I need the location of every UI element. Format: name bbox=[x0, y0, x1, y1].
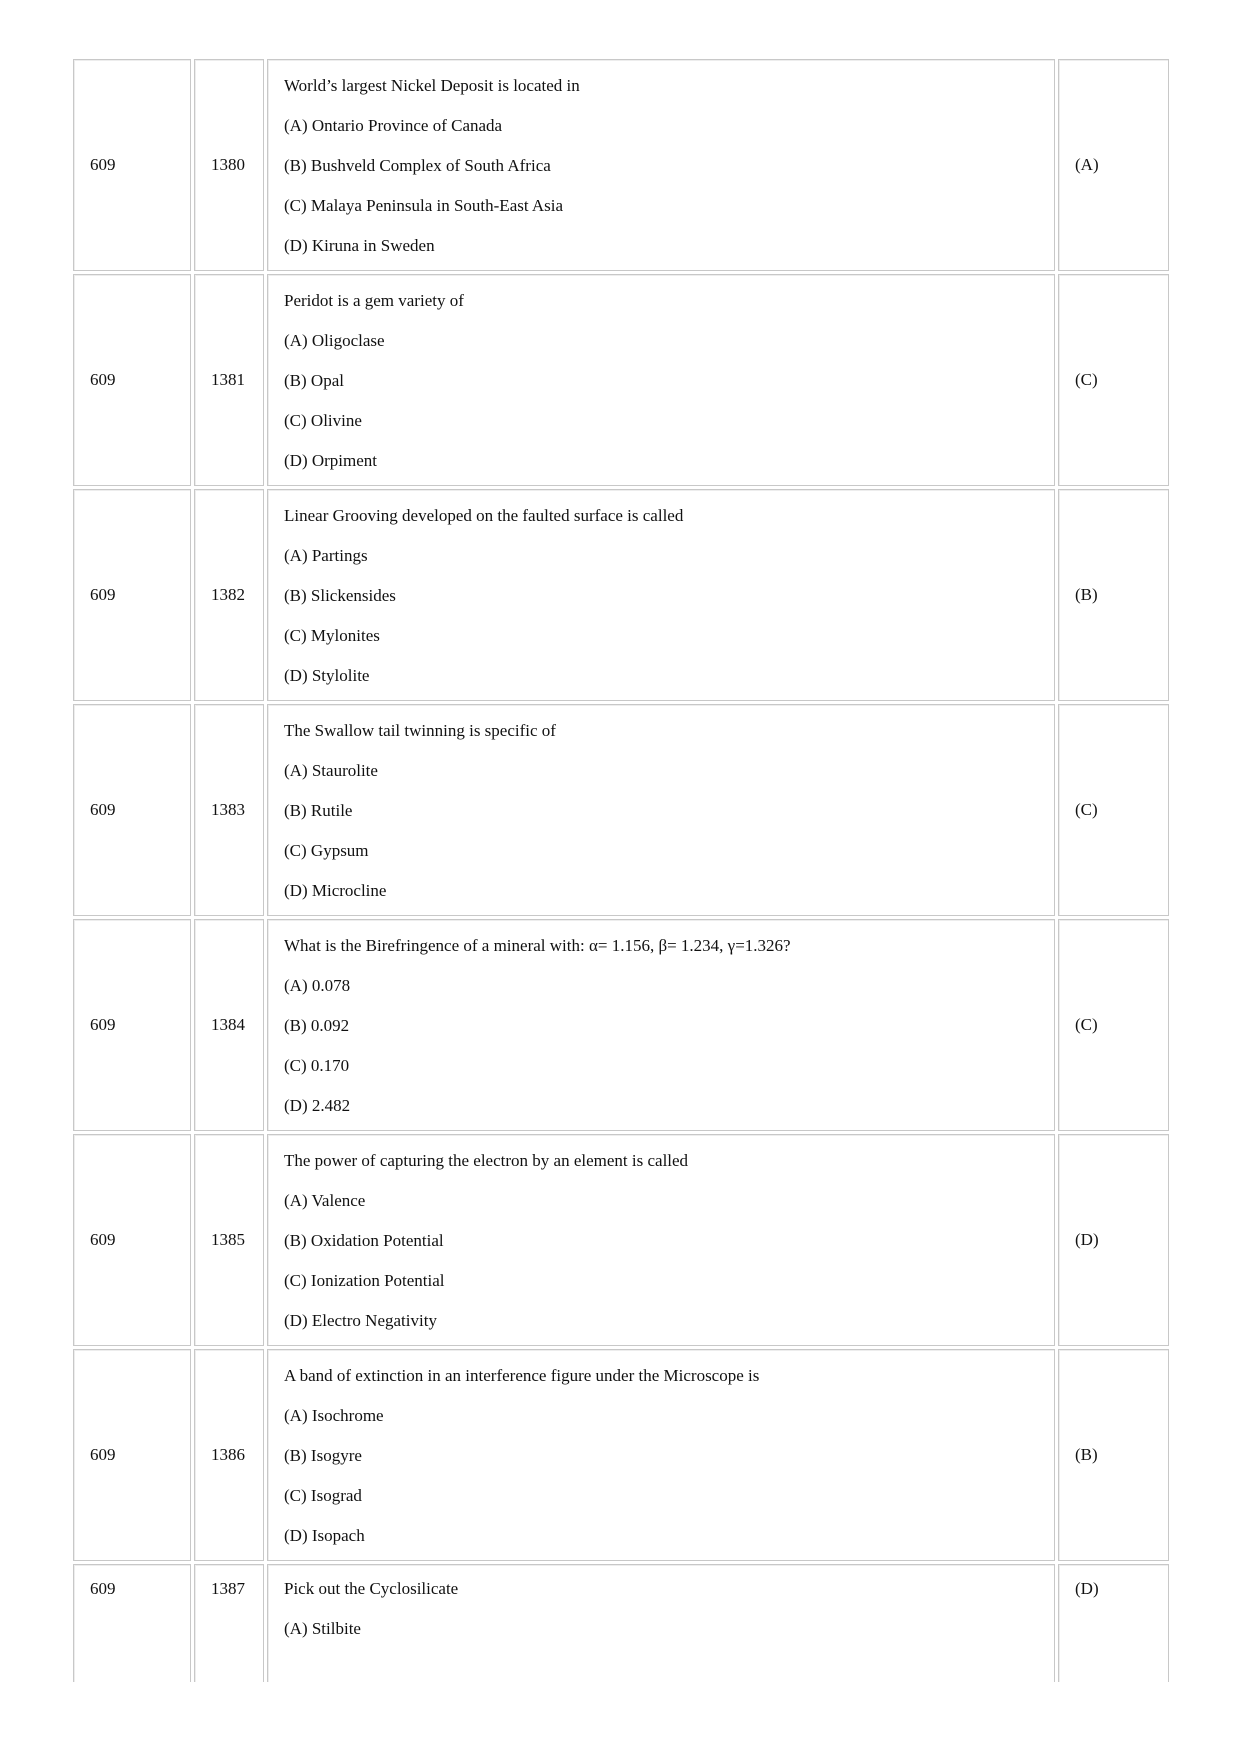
table-row bbox=[73, 1134, 1169, 1346]
question-text: The power of capturing the electron by an element is called bbox=[284, 1150, 689, 1170]
question-text: What is the Birefringence of a mineral with: α= 1.156, β= 1.234, γ=1.326? bbox=[284, 935, 791, 955]
table-row bbox=[73, 1349, 1169, 1561]
question-cell bbox=[267, 1349, 1055, 1561]
option-c: (C) Malaya Peninsula in South-East Asia bbox=[284, 195, 564, 215]
table-row bbox=[73, 919, 1169, 1131]
option-b: (B) Slickensides bbox=[284, 585, 396, 605]
question-cell bbox=[267, 1134, 1055, 1346]
option-b: (B) Rutile bbox=[284, 800, 353, 820]
question-number-cell: 1381 bbox=[194, 274, 264, 486]
question-cell bbox=[267, 274, 1055, 486]
option-b: (B) Oxidation Potential bbox=[284, 1230, 444, 1250]
table-row bbox=[73, 489, 1169, 701]
answer-key-cell: (D) bbox=[1058, 1134, 1169, 1346]
question-block bbox=[284, 65, 1038, 266]
question-number-cell: 1384 bbox=[194, 919, 264, 1131]
option-a: (A) 0.078 bbox=[284, 975, 351, 995]
option-c: (C) 0.170 bbox=[284, 1055, 350, 1075]
question-cell bbox=[267, 919, 1055, 1131]
question-table bbox=[73, 59, 1169, 1682]
answer-key-cell: (B) bbox=[1058, 489, 1169, 701]
question-table-body bbox=[73, 59, 1169, 1682]
table-row bbox=[73, 1564, 1169, 1682]
option-c: (C) Ionization Potential bbox=[284, 1270, 445, 1290]
table-row bbox=[73, 274, 1169, 486]
answer-key-cell: (A) bbox=[1058, 59, 1169, 271]
question-number-cell: 1380 bbox=[194, 59, 264, 271]
question-number-cell: 1382 bbox=[194, 489, 264, 701]
question-cell bbox=[267, 1564, 1055, 1682]
option-c: (C) Olivine bbox=[284, 410, 362, 430]
question-block bbox=[284, 1565, 1038, 1649]
option-d: (D) Orpiment bbox=[284, 450, 378, 470]
subject-code-cell: 609 bbox=[73, 1564, 191, 1682]
question-text: A band of extinction in an interference figure under the Microscope is bbox=[284, 1365, 760, 1385]
option-d: (D) Kiruna in Sweden bbox=[284, 235, 435, 255]
subject-code-cell: 609 bbox=[73, 704, 191, 916]
question-number-cell: 1387 bbox=[194, 1564, 264, 1682]
option-d: (D) Isopach bbox=[284, 1525, 365, 1545]
question-text: Pick out the Cyclosilicate bbox=[284, 1579, 459, 1598]
question-text: The Swallow tail twinning is specific of bbox=[284, 720, 556, 740]
option-a: (A) Ontario Province of Canada bbox=[284, 115, 503, 135]
subject-code-cell: 609 bbox=[73, 489, 191, 701]
subject-code-cell: 609 bbox=[73, 1134, 191, 1346]
answer-key-cell: (C) bbox=[1058, 274, 1169, 486]
answer-key-cell: (C) bbox=[1058, 919, 1169, 1131]
question-block bbox=[284, 1355, 1038, 1556]
subject-code-cell: 609 bbox=[73, 919, 191, 1131]
option-a: (A) Valence bbox=[284, 1190, 366, 1210]
option-a: (A) Oligoclase bbox=[284, 330, 385, 350]
question-number-cell: 1386 bbox=[194, 1349, 264, 1561]
question-text: World’s largest Nickel Deposit is located in bbox=[284, 75, 580, 95]
question-cell bbox=[267, 704, 1055, 916]
question-text: Peridot is a gem variety of bbox=[284, 290, 464, 310]
answer-key-cell: (C) bbox=[1058, 704, 1169, 916]
option-a: (A) Staurolite bbox=[284, 760, 378, 780]
option-a: (A) Isochrome bbox=[284, 1405, 384, 1425]
question-block bbox=[284, 1140, 1038, 1341]
option-d: (D) Microcline bbox=[284, 880, 387, 900]
question-block bbox=[284, 495, 1038, 696]
option-c: (C) Isograd bbox=[284, 1485, 362, 1505]
option-c: (C) Mylonites bbox=[284, 625, 380, 645]
subject-code-cell: 609 bbox=[73, 274, 191, 486]
option-b: (B) 0.092 bbox=[284, 1015, 350, 1035]
question-block bbox=[284, 280, 1038, 481]
subject-code-cell: 609 bbox=[73, 59, 191, 271]
option-d: (D) Electro Negativity bbox=[284, 1310, 437, 1330]
table-row bbox=[73, 704, 1169, 916]
option-b: (B) Bushveld Complex of South Africa bbox=[284, 155, 551, 175]
option-b: (B) Opal bbox=[284, 370, 344, 390]
answer-key-cell: (D) bbox=[1058, 1564, 1169, 1682]
question-sheet bbox=[73, 59, 1169, 1682]
option-a: (A) Partings bbox=[284, 545, 368, 565]
question-block bbox=[284, 925, 1038, 1126]
question-number-cell: 1383 bbox=[194, 704, 264, 916]
option-d: (D) Stylolite bbox=[284, 665, 370, 685]
answer-key-cell: (B) bbox=[1058, 1349, 1169, 1561]
question-cell bbox=[267, 59, 1055, 271]
table-row bbox=[73, 59, 1169, 271]
subject-code-cell: 609 bbox=[73, 1349, 191, 1561]
option-d: (D) 2.482 bbox=[284, 1095, 351, 1115]
option-a: (A) Stilbite bbox=[284, 1619, 361, 1638]
question-text: Linear Grooving developed on the faulted surface is called bbox=[284, 505, 684, 525]
question-number-cell: 1385 bbox=[194, 1134, 264, 1346]
option-b: (B) Isogyre bbox=[284, 1445, 362, 1465]
option-c: (C) Gypsum bbox=[284, 840, 369, 860]
question-block bbox=[284, 710, 1038, 911]
question-cell bbox=[267, 489, 1055, 701]
